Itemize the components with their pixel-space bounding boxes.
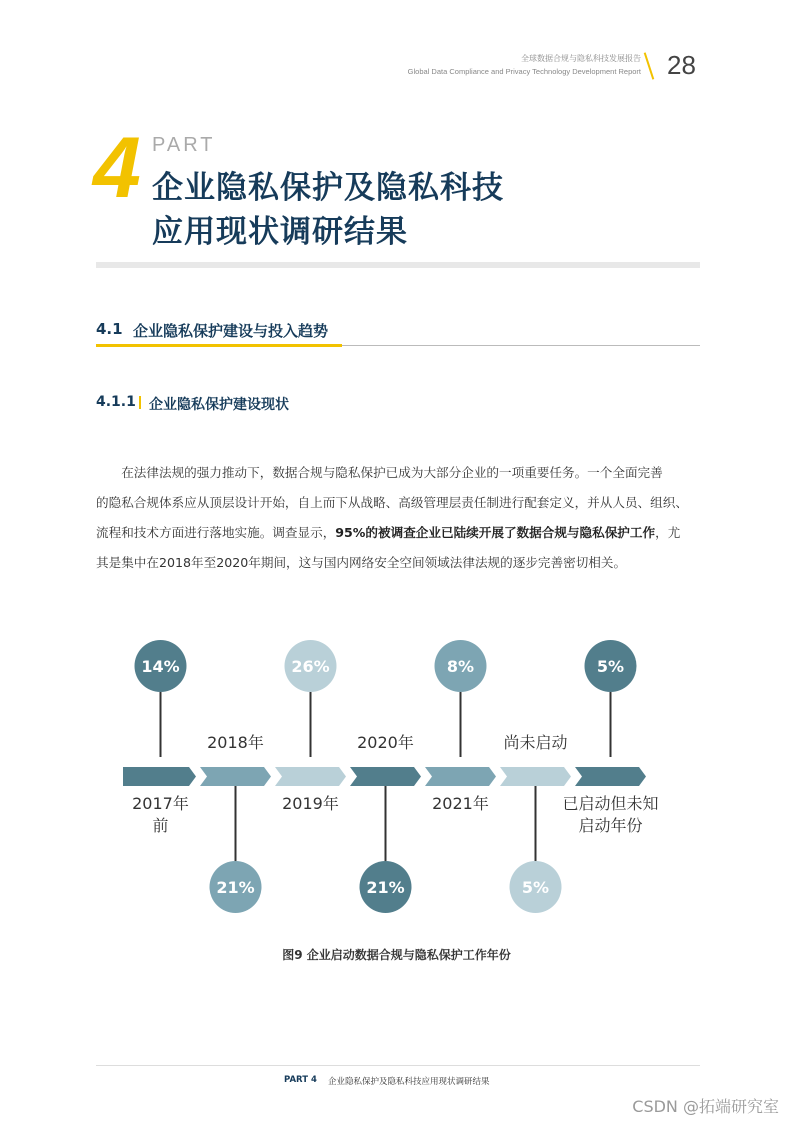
- body-paragraph: [96, 458, 700, 578]
- subsection-accent-bar: [139, 396, 141, 409]
- report-title-cn: 全球数据合规与隐私科技发展报告: [521, 54, 641, 63]
- stage-label: 2018年: [207, 733, 264, 752]
- percent-label: 21%: [366, 878, 405, 897]
- paragraph-line: 的隐私合规体系应从顶层设计开始，自上而下从战略、高级管理层责任制进行配套定义，并从人员、组织、: [96, 495, 688, 510]
- footer-part: PART 4: [284, 1075, 317, 1085]
- percent-label: 21%: [216, 878, 255, 897]
- timeline-segment: [275, 767, 346, 786]
- watermark: CSDN @拓端研究室: [632, 1097, 779, 1116]
- section-title: 企业隐私保护建设与投入趋势: [133, 322, 329, 340]
- header-divider: [644, 52, 655, 79]
- timeline-segment: [575, 767, 646, 786]
- paragraph-text: 流程和技术方面进行落地实施。调查显示，: [96, 525, 336, 540]
- timeline-graphic: [110, 630, 690, 930]
- percent-label: 8%: [446, 657, 475, 676]
- part-number: 4: [93, 120, 141, 216]
- section-number: 4.1: [96, 320, 123, 338]
- paragraph-line: [96, 518, 700, 548]
- timeline-segment: [500, 767, 571, 786]
- stage-label: 2020年: [357, 733, 414, 752]
- part-label: PART: [152, 134, 216, 156]
- stage-label: 已启动但未知 启动年份: [562, 794, 659, 835]
- stage-label: 2019年: [282, 794, 339, 813]
- subsection-title: 企业隐私保护建设现状: [149, 397, 289, 413]
- page-number: 28: [667, 50, 696, 80]
- percent-label: 14%: [141, 657, 180, 676]
- timeline-segment: [425, 767, 496, 786]
- timeline-figure: [110, 630, 690, 930]
- figure-caption: 图9 企业启动数据合规与隐私保护工作年份: [282, 948, 511, 962]
- paragraph-text: ，尤: [655, 525, 681, 540]
- title-divider: [96, 262, 700, 268]
- stage-label: 尚未启动: [503, 733, 568, 752]
- report-title-en: Global Data Compliance and Privacy Technology Development Report: [407, 67, 641, 76]
- paragraph-line: 在法律法规的强力推动下，数据合规与隐私保护已成为大部分企业的一项重要任务。一个全面完善: [96, 465, 663, 480]
- stage-label: 2021年: [432, 794, 489, 813]
- paragraph-line: 其是集中在2018年至2020年期间，这与国内网络安全空间领域法律法规的逐步完善密切相关。: [96, 555, 627, 570]
- part-title-line1: 企业隐私保护及隐私科技: [152, 170, 504, 206]
- paragraph-highlight: 95%的被调查企业已陆续开展了数据合规与隐私保护工作: [335, 525, 656, 540]
- footer-title: 企业隐私保护及隐私科技应用现状调研结果: [328, 1077, 490, 1087]
- part-title-line2: 应用现状调研结果: [152, 214, 408, 250]
- timeline-segment: [350, 767, 421, 786]
- percent-label: 5%: [596, 657, 625, 676]
- timeline-segment: [200, 767, 271, 786]
- stage-label: 2017年 前: [132, 794, 189, 835]
- section-underline-accent: [96, 344, 342, 347]
- subsection-number: 4.1.1: [96, 394, 136, 410]
- percent-label: 26%: [291, 657, 330, 676]
- timeline-segment: [123, 767, 196, 786]
- percent-label: 5%: [521, 878, 550, 897]
- footer-divider: [96, 1065, 700, 1066]
